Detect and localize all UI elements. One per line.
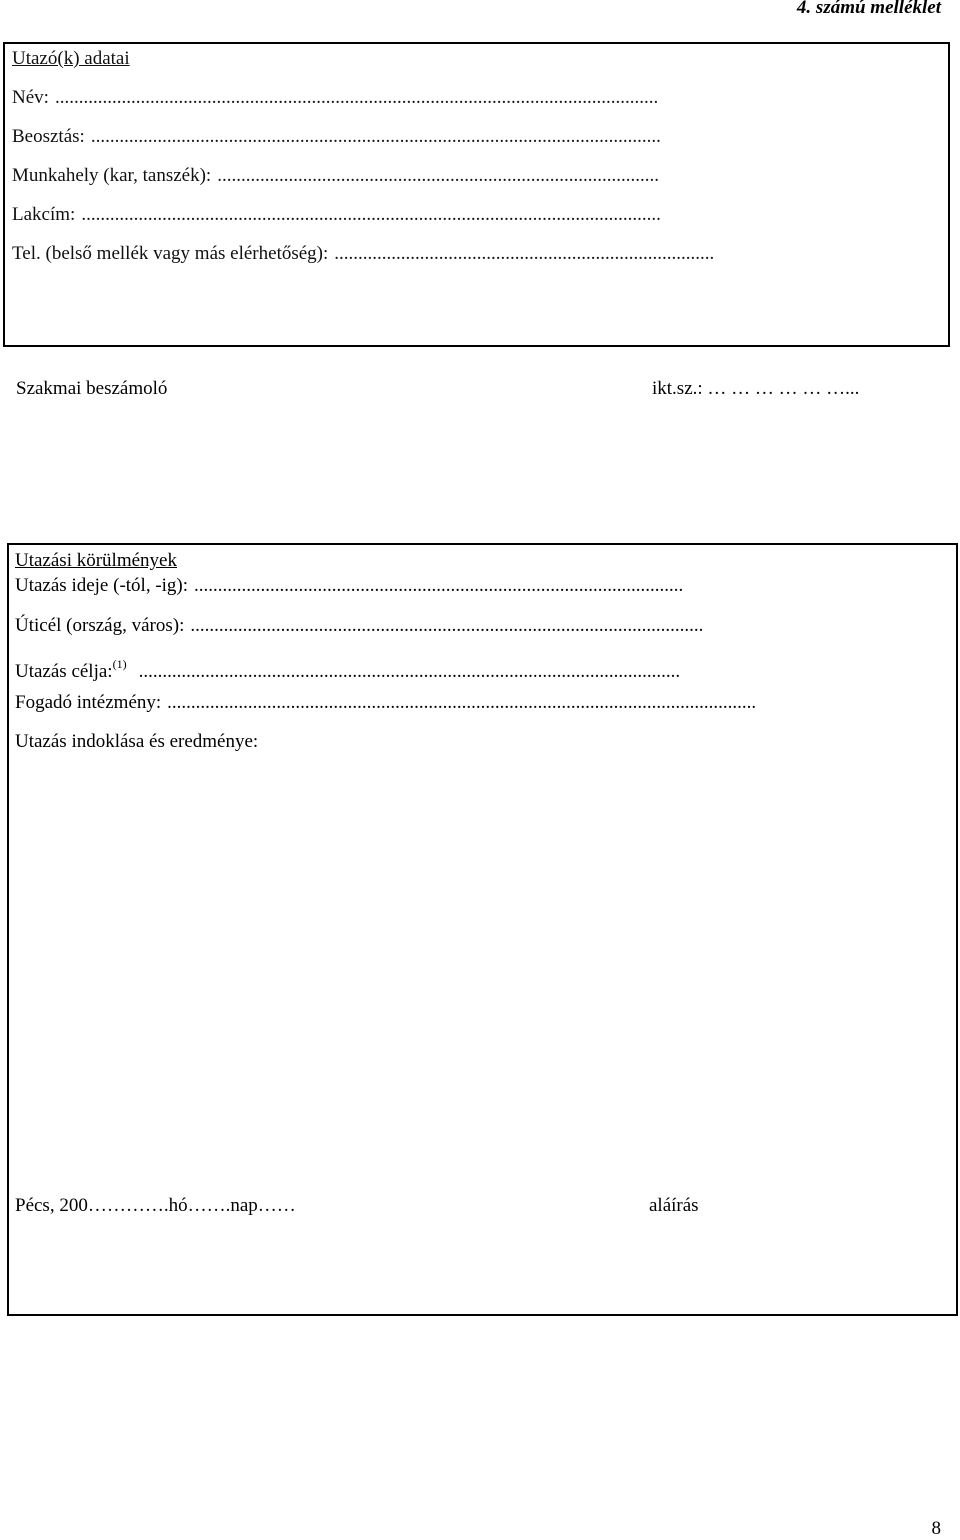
address-label: Lakcím: [12, 204, 76, 225]
travel-period-dots: ....................................................................................................... [194, 575, 684, 596]
address-field[interactable] [12, 204, 661, 226]
travel-period-label: Utazás ideje (-tól, -ig): [15, 575, 189, 596]
travel-circumstances-box [7, 543, 958, 1316]
destination-field[interactable] [15, 615, 703, 637]
travel-period-field[interactable] [15, 575, 683, 597]
position-dots: ........................................................................................................................ [90, 126, 661, 147]
travel-purpose-dots: .................................................................................................................. [138, 661, 681, 682]
registration-label: ikt.sz.: [652, 378, 703, 399]
registration-number[interactable] [652, 378, 859, 400]
destination-label: Úticél (ország, város): [15, 615, 185, 636]
travel-purpose-label: Utazás célja: [15, 661, 113, 682]
address-dots: .......................................................................................................................... [81, 204, 661, 225]
registration-dots: … … … … … …... [707, 378, 860, 399]
circumstances-heading [15, 550, 177, 572]
footnote-marker: (1) [112, 657, 127, 671]
circumstances-heading-text: Utazási körülmények [15, 550, 177, 571]
traveller-heading [12, 48, 130, 70]
page-number: 8 [931, 1518, 941, 1539]
name-label: Név: [12, 87, 49, 108]
position-field[interactable] [12, 126, 661, 148]
name-dots: ............................................................................................................................... [54, 87, 659, 108]
host-institution-label: Fogadó intézmény: [15, 692, 162, 713]
traveller-data-box [3, 42, 950, 347]
phone-field[interactable] [12, 243, 714, 265]
name-field[interactable] [12, 87, 658, 109]
annex-label: 4. számú melléklet [796, 0, 941, 18]
workplace-field[interactable] [12, 165, 659, 187]
phone-dots: ................................................................................ [334, 243, 715, 264]
workplace-label: Munkahely (kar, tanszék): [12, 165, 212, 186]
destination-dots: ............................................................................................................ [190, 615, 704, 636]
travel-purpose-field[interactable] [15, 653, 680, 683]
traveller-heading-text: Utazó(k) adatai [12, 48, 130, 69]
host-institution-dots: ............................................................................................................................ [167, 692, 757, 713]
phone-label: Tel. (belső mellék vagy más elérhetőség): [12, 243, 329, 264]
report-title: Szakmai beszámoló [16, 378, 168, 399]
host-institution-field[interactable] [15, 692, 756, 714]
justification-heading: Utazás indoklása és eredménye: [15, 731, 259, 752]
place-date-line[interactable]: Pécs, 200………….hó…….nap…… [15, 1195, 296, 1216]
position-label: Beosztás: [12, 126, 85, 147]
workplace-dots: ............................................................................................. [217, 165, 659, 186]
signature-label: aláírás [649, 1195, 699, 1216]
